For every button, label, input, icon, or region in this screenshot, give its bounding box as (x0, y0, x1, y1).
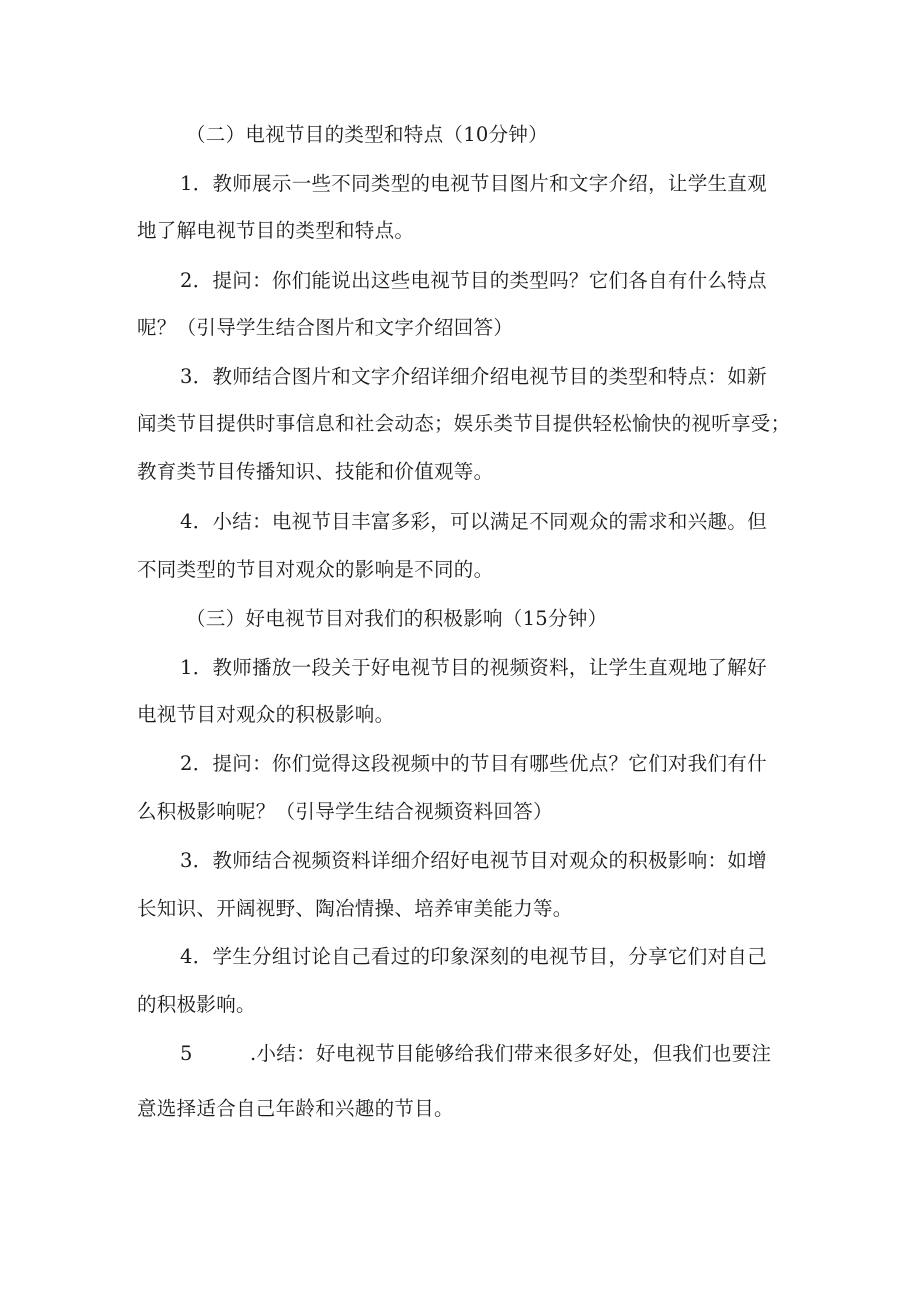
paragraph-line: 的积极影响。 (137, 993, 256, 1016)
section-heading-3: （三）好电视节目对我们的积极影响（15分钟） (186, 607, 608, 630)
paragraph-line: 4．学生分组讨论自己看过的印象深刻的电视节目，分享它们对自己 (180, 945, 767, 968)
paragraph-line: 长知识、开阔视野、陶冶情操、培养审美能力等。 (137, 897, 573, 920)
paragraph-line: 呢？（引导学生结合图片和文字介绍回答） (137, 316, 514, 339)
paragraph-text: .小结：好电视节目能够给我们带来很多好处，但我们也要注 (250, 1042, 772, 1065)
paragraph-line: 地了解电视节目的类型和特点。 (137, 219, 415, 242)
paragraph-line: 4．小结：电视节目丰富多彩，可以满足不同观众的需求和兴趣。但 (180, 510, 767, 533)
section-heading-2: （二）电视节目的类型和特点（10分钟） (186, 123, 549, 146)
paragraph-line: 1．教师播放一段关于好电视节目的视频资料，让学生直观地了解好 (180, 656, 767, 679)
paragraph-line: 闻类节目提供时事信息和社会动态；娱乐类节目提供轻松愉快的视听享受； (137, 412, 791, 435)
paragraph-line: 3．教师结合图片和文字介绍详细介绍电视节目的类型和特点：如新 (180, 365, 767, 388)
paragraph-line: 2．提问：你们能说出这些电视节目的类型吗？它们各自有什么特点 (180, 269, 767, 292)
list-number: 5 (180, 1042, 193, 1065)
paragraph-line: 1．教师展示一些不同类型的电视节目图片和文字介绍，让学生直观 (180, 172, 767, 195)
paragraph-line: 么积极影响呢？（引导学生结合视频资料回答） (137, 800, 553, 823)
paragraph-line: 不同类型的节目对观众的影响是不同的。 (137, 558, 494, 581)
paragraph-line: 2．提问：你们觉得这段视频中的节目有哪些优点？它们对我们有什 (180, 752, 767, 775)
paragraph-line (180, 1041, 771, 1067)
paragraph-line: 3．教师结合视频资料详细介绍好电视节目对观众的积极影响：如增 (180, 849, 767, 872)
paragraph-line: 意选择适合自己年龄和兴趣的节目。 (137, 1097, 454, 1120)
paragraph-line: 电视节目对观众的积极影响。 (137, 703, 395, 726)
paragraph-line: 教育类节目传播知识、技能和价值观等。 (137, 460, 494, 483)
